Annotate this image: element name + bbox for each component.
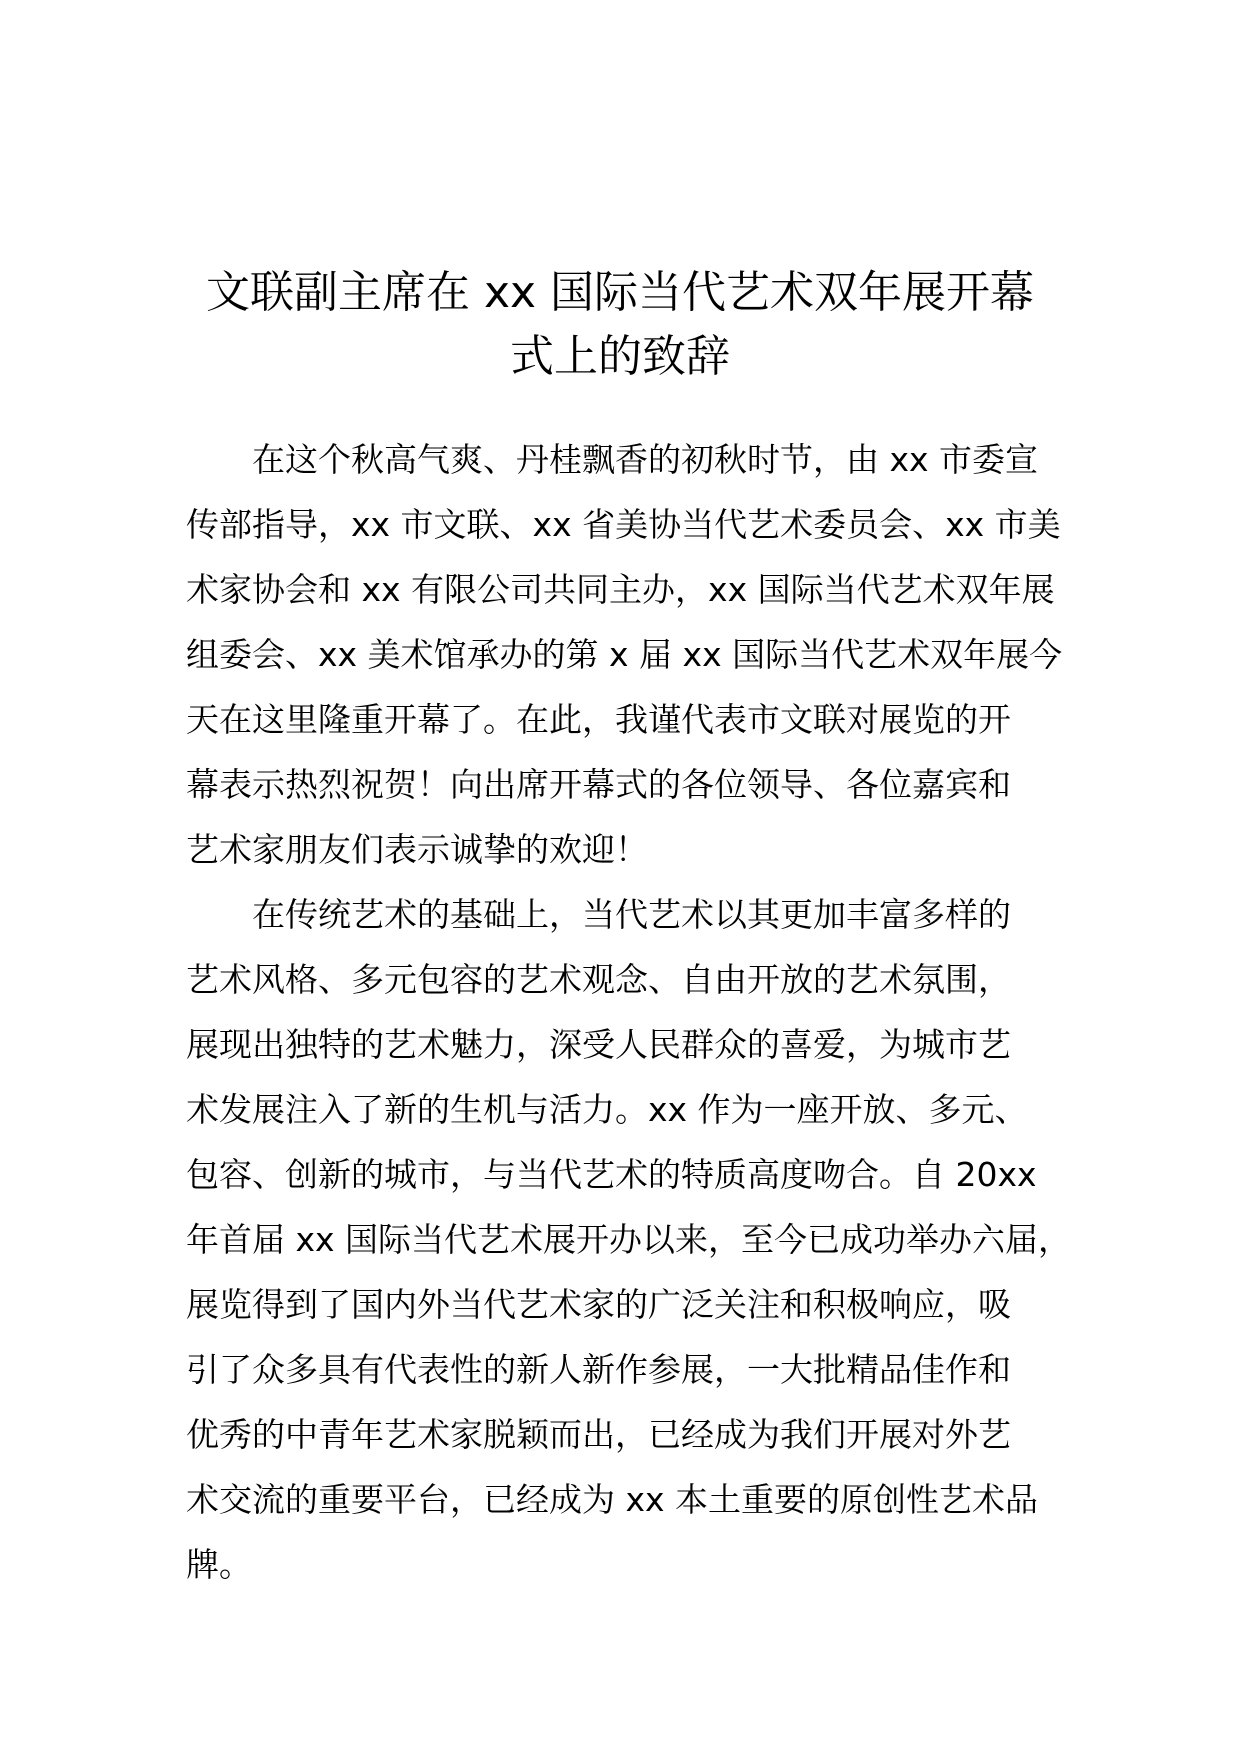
text-line: 展览得到了国内外当代艺术家的广泛关注和积极响应，吸 bbox=[186, 1285, 1011, 1324]
text-line: 牌。 bbox=[186, 1545, 252, 1584]
text-line: 艺术风格、多元包容的艺术观念、自由开放的艺术氛围， bbox=[186, 960, 1011, 999]
text-line: 术发展注入了新的生机与活力。xx 作为一座开放、多元、 bbox=[186, 1090, 1028, 1129]
paragraph-1 bbox=[186, 427, 1086, 882]
text-line: 在这个秋高气爽、丹桂飘香的初秋时节，由 xx 市委宣 bbox=[252, 440, 1039, 479]
paragraph-2 bbox=[186, 882, 1086, 1597]
text-line: 传部指导，xx 市文联、xx 省美协当代艺术委员会、xx 市美 bbox=[186, 505, 1061, 544]
text-line: 天在这里隆重开幕了。在此，我谨代表市文联对展览的开 bbox=[186, 700, 1011, 739]
text-line: 展现出独特的艺术魅力，深受人民群众的喜爱，为城市艺 bbox=[186, 1025, 1011, 1064]
text-line: 组委会、xx 美术馆承办的第 x 届 xx 国际当代艺术双年展今 bbox=[186, 635, 1063, 674]
text-line: 艺术家朋友们表示诚挚的欢迎！ bbox=[186, 830, 648, 869]
text-line: 包容、创新的城市，与当代艺术的特质高度吻合。自 20xx bbox=[186, 1155, 1037, 1194]
text-line: 幕表示热烈祝贺！向出席开幕式的各位领导、各位嘉宾和 bbox=[186, 765, 1011, 804]
text-line: 术家协会和 xx 有限公司共同主办，xx 国际当代艺术双年展 bbox=[186, 570, 1055, 609]
text-line: 在传统艺术的基础上，当代艺术以其更加丰富多样的 bbox=[252, 895, 1011, 934]
text-line: 引了众多具有代表性的新人新作参展，一大批精品佳作和 bbox=[186, 1350, 1011, 1389]
title-line: 式上的致辞 bbox=[510, 331, 730, 383]
text-line: 优秀的中青年艺术家脱颖而出，已经成为我们开展对外艺 bbox=[186, 1415, 1011, 1454]
document-body bbox=[186, 427, 1086, 1597]
text-line: 术交流的重要平台，已经成为 xx 本土重要的原创性艺术品 bbox=[186, 1480, 1039, 1519]
text-line: 年首届 xx 国际当代艺术展开办以来，至今已成功举办六届， bbox=[186, 1220, 1072, 1259]
title-line: 文联副主席在 xx 国际当代艺术双年展开幕 bbox=[205, 267, 1035, 319]
document-title bbox=[170, 261, 1070, 389]
